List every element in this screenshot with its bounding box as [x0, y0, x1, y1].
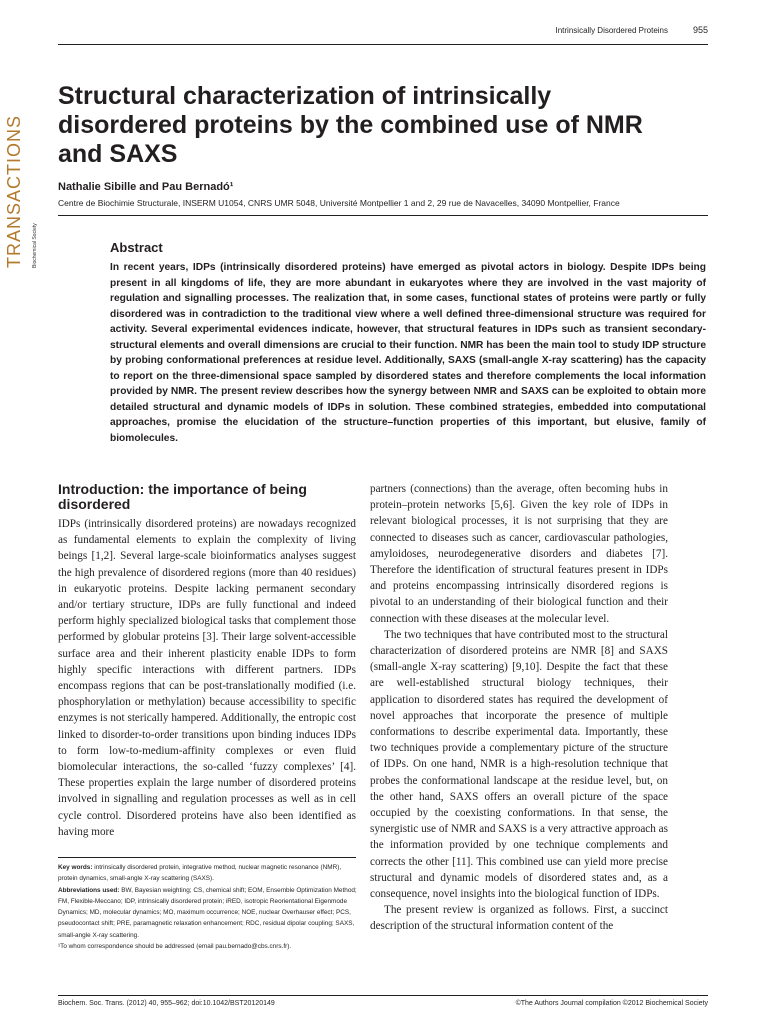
- abbreviations-text: BW, Bayesian weighting; CS, chemical shift; EOM, Ensemble Optimization Method; FM, Flexible-Meccano; IDP, intrinsically disordered protein; iRED, isotropic Reorientational Eigenmode Dynamics; MD, molecular dynamics; MO, maximum occurrence; NOE, nuclear Overhauser effect; PCS, pseudocontact shift; PRE, paramagnetic relaxation enhancement; RDC, residual dipolar coupling; SAXS, small-angle X-ray scattering.: [58, 886, 357, 939]
- paragraph: The present review is organized as follows. First, a succinct description of the structural information content of the: [370, 904, 668, 933]
- footnote-divider: [58, 857, 356, 858]
- footer-divider: [58, 995, 708, 996]
- logo-society: Biochemical Society: [32, 223, 38, 268]
- correspondence-note: ¹To whom correspondence should be addressed (email pau.bernado@cbs.cnrs.fr).: [58, 943, 292, 951]
- paragraph: IDPs (intrinsically disordered proteins) are nowadays recognized as fundamental elements to explain the complexity of living beings [1,2]. Several large-scale bioinformatics analyses suggest the high prevalence of disordered regions (more than 40 residues) in eukaryotic proteins. Despite lacking permanent secondary and/or tertiary structure, IDPs are fully functional and indeed perform highly specialized biological tasks that complement those performed by globular proteins [3]. Their large solvent-accessible surface area and their inherent plasticity enable IDPs to form highly specific interactions with different partners. IDPs encompass regions that can be post-translationally modified (i.e. phosphorylation or methylation) because accessibility to specific enzymes is not sterically hampered. Additionally, the entropic cost linked to disorder-to-order transitions upon binding induces IDPs to form low-to-medium-affinity complexes or even fluid biomolecular interactions, the so-called ‘fuzzy complexes’ [4]. These properties explain the large number of disordered proteins involved in signalling and regulation processes as well as in cell cycle control. Disordered proteins have also been identified as having more: [58, 518, 356, 838]
- abstract-text: In recent years, IDPs (intrinsically disordered proteins) have emerged as pivotal actors in biology. Despite IDPs being present in all kingdoms of life, they are more abundant in eukaryotes where they are involved in the vast majority of regulation and signalling processes. The realization that, in some cases, functional states of proteins were partly or fully disordered was in contradiction to the traditional view where a well defined three-dimensional structure was required for activity. Several experimental evidences indicate, however, that structural features in IDPs such as transient secondary-structural elements and overall dimensions are crucial to their function. NMR has been the main tool to study IDP structure by probing conformational preferences at residue level. Additionally, SAXS (small-angle X-ray scattering) has the capacity to report on the three-dimensional space sampled by disordered states and therefore complements the local information provided by NMR. The present review describes how the synergy between NMR and SAXS can be exploited to obtain more detailed structural and dynamic models of IDPs in solution. These combined strategies, embedded into computational approaches, promise the elucidation of the structure–function properties of this important, but elusive, family of biomolecules.: [110, 262, 706, 444]
- body-column-left: [58, 516, 356, 840]
- running-title: Intrinsically Disordered Proteins: [555, 26, 668, 35]
- page-number: 955: [692, 25, 708, 35]
- abbreviations-note: [58, 885, 358, 941]
- logo-word: TRANSACTIONS: [4, 114, 24, 268]
- citation: Biochem. Soc. Trans. (2012) 40, 955–962; doi:10.1042/BST20120149: [58, 1000, 275, 1007]
- running-header: [58, 22, 708, 45]
- abstract-heading: Abstract: [110, 240, 163, 255]
- abbreviations-label: Abbreviations used:: [58, 886, 120, 894]
- paragraph: The two techniques that have contributed most to the structural characterization of disordered proteins are NMR [8] and SAXS (small-angle X-ray scattering) [9,10]. Despite the fact that these are well-established structural biology techniques, their application to disordered states has required the development of novel approaches that incorporate the presence of multiple conformations to describe experimental data. Importantly, these two techniques provide a complementary picture of the structure of IDPs. On one hand, NMR is a high-resolution technique that probes the conformational landscape at the residue level, but, on the other hand, SAXS offers an overall picture of the space occupied by the coexisting conformations. In that sense, the synergistic use of NMR and SAXS is a very attractive approach as the information provided by one technique complements and corrects the other [11]. This combined use can yield more precise structural and dynamic models of disordered states and, as a consequence, novel insights into the biological function of IDPs.: [370, 628, 668, 901]
- paragraph: partners (connections) than the average, often becoming hubs in protein–protein networks [5,6]. Given the key role of IDPs in relevant biological processes, it is not surprising that they are connected to diseases such as cancer, cardiovascular pathologies, amyloidoses, neurodegenerative disorders and diabetes [7]. Therefore the identification of structural features present in IDPs and proteins encompassing intrinsically disordered regions is pivotal to an understanding of their biological function and their connection with these diseases at the molecular level.: [370, 483, 668, 625]
- footnotes: [58, 862, 358, 952]
- author-list: Nathalie Sibille and Pau Bernadó¹: [58, 181, 234, 193]
- affiliation: Centre de Biochimie Structurale, INSERM U1054, CNRS UMR 5048, Université Montpellier 1 and 2, 29 rue de Navacelles, 34090 Montpellier, France: [58, 198, 620, 208]
- article-title: Structural characterization of intrinsically disordered proteins by the combined use of NMR and SAXS: [58, 82, 643, 168]
- society-logo: [4, 114, 50, 268]
- body-column-right: [370, 481, 668, 935]
- keywords-note: [58, 862, 358, 885]
- keywords-text: intrinsically disordered protein, integrative method, nuclear magnetic resonance (NMR), protein dynamics, small-angle X-ray scattering (SAXS).: [58, 864, 342, 883]
- keywords-label: Key words:: [58, 864, 93, 871]
- copyright: ©The Authors Journal compilation ©2012 Biochemical Society: [515, 1000, 708, 1007]
- section-heading: Introduction: the importance of being disordered: [58, 481, 307, 512]
- divider: [58, 215, 708, 216]
